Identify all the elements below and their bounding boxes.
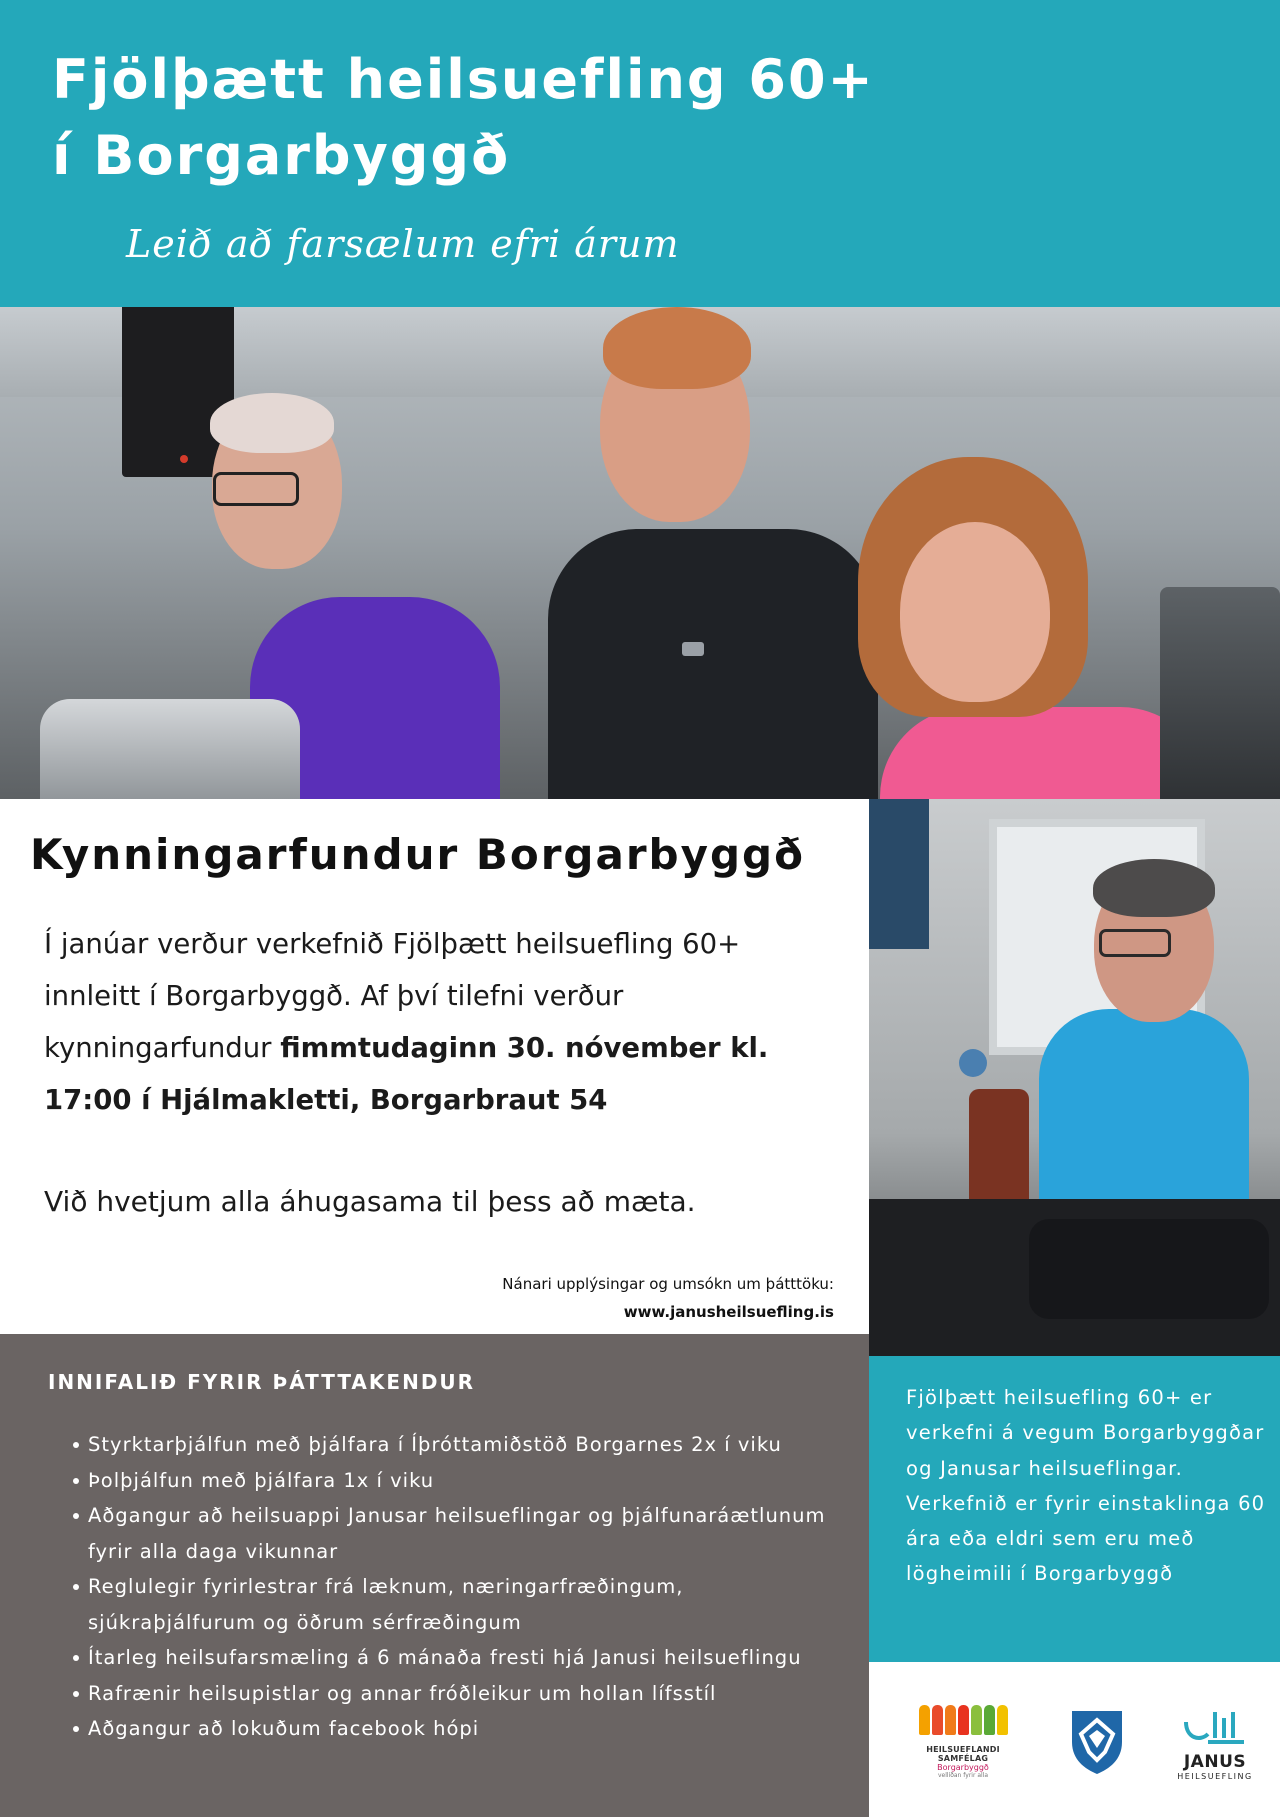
about-text-2: Verkefnið er fyrir einstaklinga 60 ára eða eldri sem eru með lögheimili í Borgarbyggð [906,1491,1266,1586]
heilsueflandi-logo [900,1705,1026,1785]
equipment-right [1160,587,1280,799]
meeting-time-place: fimmtudaginn 30. nóvember kl. 17:00 í Hjálmakletti, Borgarbraut 54 [44,1032,769,1116]
person-blue-shirt [1039,1009,1249,1219]
heilsueflandi-slogan: vellíðan fyrir alla [937,1772,989,1779]
list-item: Aðgangur að lokuðum facebook hópi [48,1711,848,1747]
page-title [52,42,875,194]
list-item: Aðgangur að heilsuappi Janusar heilsueflingar og þjálfunaráætlunum fyrir alla daga vikunnar [48,1498,848,1569]
heilsueflandi-town: Borgarbyggð [937,1763,989,1772]
more-info-url[interactable]: www.janusheilsuefling.is [623,1303,834,1321]
heilsueflandi-name: HEILSUEFLANDI SAMFÉLAG [926,1745,1000,1763]
about-text [906,1380,1266,1592]
meeting-text [44,918,834,1126]
meeting-text-part1: Í janúar verður verkefnið Fjölþætt heilsuefling 60+ innleitt í Borgarbyggð. Af því tilefni verður kynningarfundur [44,928,741,1064]
included-list [48,1427,848,1747]
janus-name: JANUS [1183,1752,1247,1772]
title-line-2: í Borgarbyggð [52,124,511,187]
exercise-photo [869,799,1280,1356]
list-item: Styrktarþjálfun með þjálfara í Íþróttamiðstöð Borgarnes 2x í viku [48,1427,848,1463]
people-figures-icon [900,1705,1026,1741]
list-item: Rafrænir heilsupistlar og annar fróðleikur um hollan lífsstíl [48,1676,848,1712]
janus-logo [1172,1708,1258,1781]
more-info [502,1270,834,1326]
meeting-invite: Við hvetjum alla áhugasama til þess að mæta. [44,1185,696,1218]
list-item: Reglulegir fyrirlestrar frá læknum, næringarfræðingum, sjúkraþjálfurum og öðrum sérfræðingum [48,1569,848,1640]
hero-photo [0,307,1280,799]
borgarbyggd-shield-icon [1069,1708,1125,1776]
more-info-label: Nánari upplýsingar og umsókn um þátttöku: [502,1275,834,1293]
subtitle: Leið að farsælum efri árum [126,222,680,266]
janus-mark-icon [1180,1708,1250,1746]
about-text-1: Fjölþætt heilsuefling 60+ er verkefni á vegum Borgarbyggðar og Janusar heilsueflingar. [906,1386,1265,1480]
meeting-title: Kynningarfundur Borgarbyggð [30,830,805,879]
janus-sub: HEILSUEFLING [1177,1772,1253,1781]
included-title: INNIFALIÐ FYRIR ÞÁTTTAKENDUR [48,1370,476,1394]
list-item: Þolþjálfun með þjálfara 1x í viku [48,1463,848,1499]
title-line-1: Fjölþætt heilsuefling 60+ [52,48,875,111]
list-item: Ítarleg heilsufarsmæling á 6 mánaða fresti hjá Janusi heilsueflingu [48,1640,848,1676]
treadmill-left [40,699,300,799]
